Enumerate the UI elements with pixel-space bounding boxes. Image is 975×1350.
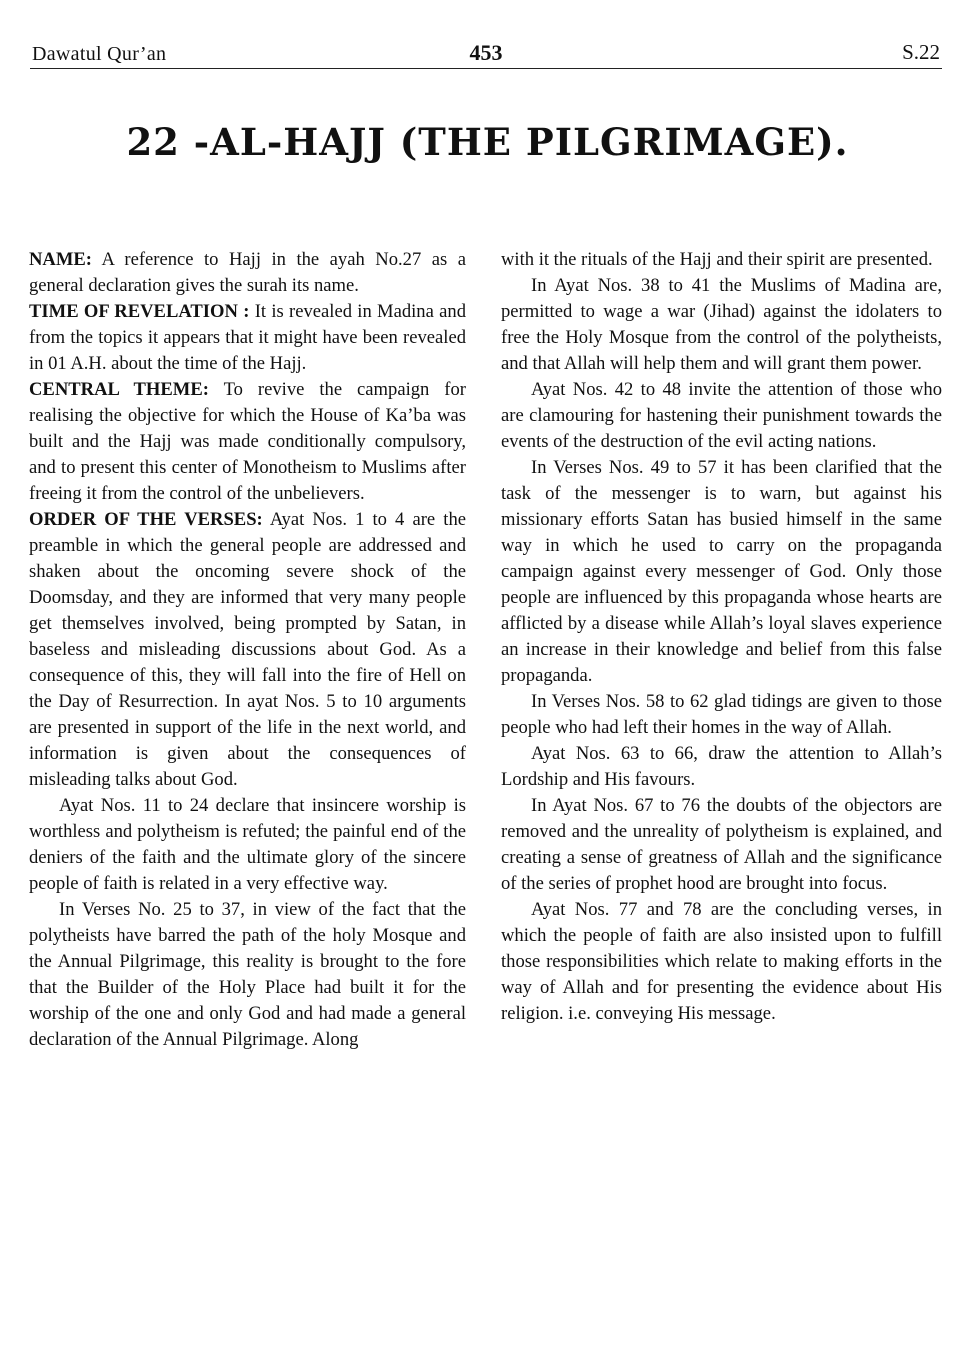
theme-paragraph [29,377,466,507]
order-text: Ayat Nos. 1 to 4 are the preamble in which the general people are addressed and shaken about the oncoming severe shock of the Doomsday, and they are informed that very many people get themselves involved, being prompted by Satan, in baseless and misleading discussions about God. As a consequence of this, they will fall into the fire of Hell on the Day of Resurrection. In ayat Nos. 5 to 10 arguments are presented in support of the life in the next world, and information is given about the consequences of misleading talks about God. [29,509,466,790]
body-paragraph: In Verses No. 25 to 37, in view of the fact that the polytheists have barred the path of the holy Mosque and the Annual Pilgrimage, this reality is brought to the fore that the Builder of the Holy Place had built it for the worship of the one and only God and had made a general declaration of the Annual Pilgrimage. Along [29,899,466,1050]
running-header [30,38,942,69]
name-text: A reference to Hajj in the ayah No.27 as a general declaration gives the surah its name. [29,249,466,296]
body-paragraph: In Verses Nos. 49 to 57 it has been clarified that the task of the messenger is to warn, but against his missionary efforts Satan has busied himself in the same way in which he used to carry on the propaganda campaign against every messenger of God. Only those people are influenced by this propaganda whose hearts are afflicted by a disease while Allah’s loyal slaves experience an increase in their knowledge and belief from this false propaganda. [501,457,942,686]
chapter-title: 22 -AL-HAJJ (THE PILGRIMAGE). [126,120,849,164]
body-paragraph: In Verses Nos. 58 to 62 glad tidings are given to those people who had left their homes in the way of Allah. [501,691,942,738]
body-paragraph: Ayat Nos. 42 to 48 invite the attention of those who are clamouring for hastening their punishment towards the events of the destruction of the evil acting nations. [501,379,942,452]
revelation-text: It is revealed in Madina and from the topics it appears that it might have been revealed in 01 A.H. about the time of the Hajj. [29,301,466,374]
body-paragraph: Ayat Nos. 63 to 66, draw the attention to Allah’s Lordship and His favours. [501,743,942,790]
body-paragraph: In Ayat Nos. 38 to 41 the Muslims of Madina are, permitted to wage a war (Jihad) against the idolaters to free the Holy Mosque from the control of the polytheists, and that Allah will help them and will grant them power. [501,275,942,374]
right-column [501,247,942,1027]
surah-reference: S.22 [902,40,940,64]
revelation-label: TIME OF REVELATION : [29,301,250,322]
order-paragraph [29,507,466,793]
revelation-paragraph [29,299,466,377]
left-column [29,247,466,1053]
name-paragraph [29,247,466,299]
book-title: Dawatul Qur’an [32,43,167,65]
theme-text: To revive the campaign for realising the objective for which the House of Ka’ba was built and the Hajj was made conditionally compulsory, and to present this center of Monotheism to Muslims after freeing it from the control of the unbelievers. [29,379,466,504]
body-paragraph: Ayat Nos. 11 to 24 declare that insincere worship is worthless and polytheism is refuted; the painful end of the deniers of the faith and the ultimate glory of the sincere people of faith is related in a very effective way. [29,795,466,894]
theme-label: CENTRAL THEME: [29,379,209,400]
page-number: 453 [469,40,503,65]
name-label: NAME: [29,249,92,270]
body-paragraph: Ayat Nos. 77 and 78 are the concluding verses, in which the people of faith are also insisted upon to fulfill those responsibilities which relate to making efforts in the way of Allah and for presenting the evidence about His religion. i.e. conveying His message. [501,899,942,1024]
body-paragraph: In Ayat Nos. 67 to 76 the doubts of the objectors are removed and the unreality of polytheism is explained, and creating a sense of greatness of Allah and the significance of the series of prophet hood are brought into focus. [501,795,942,894]
order-label: ORDER OF THE VERSES: [29,509,263,530]
body-paragraph: with it the rituals of the Hajj and their spirit are presented. [501,249,933,270]
